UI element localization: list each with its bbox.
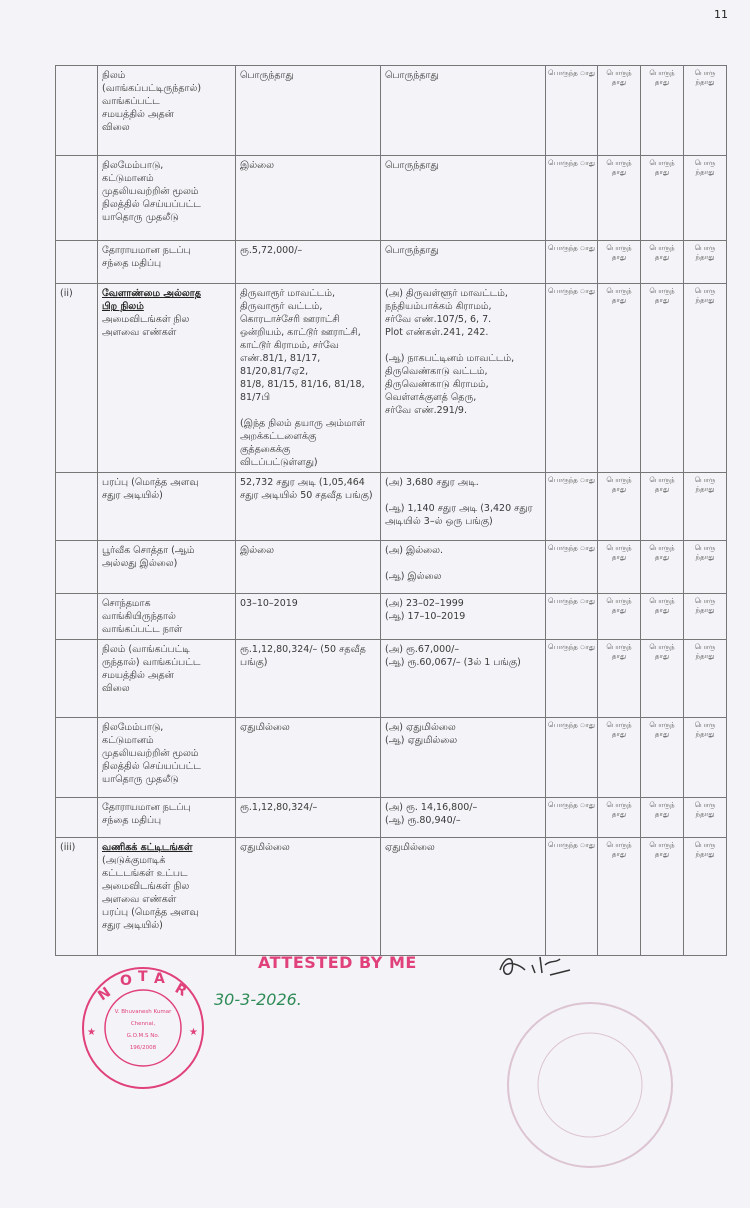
not-applicable-cell: பொருந் தாது (641, 241, 684, 284)
faded-notary-stamp (500, 995, 680, 1179)
svg-text:A: A (154, 971, 165, 987)
declarant-value: ரூ.1,12,80,324/– (236, 798, 381, 838)
row-number: (iii) (56, 838, 98, 956)
not-applicable-cell: பொருந் தாது (598, 241, 641, 284)
table-row (56, 541, 727, 594)
row-label-cell (98, 594, 236, 640)
spouse-value: (அ) 23–02–1999 (ஆ) 17–10–2019 (381, 594, 546, 640)
spouse-value: பொருந்தாது (381, 156, 546, 241)
declarant-value: இல்லை (236, 156, 381, 241)
not-applicable-cell: பொரு ந்தாது (684, 838, 727, 956)
spouse-value: (அ) திருவள்ளூர் மாவட்டம், நந்தியம்பாக்கம் கிராமம், சர்வே எண்.107/5, 6, 7. Plot எண்கள்.241, 242. (ஆ) நாகபட்டினம் மாவட்டம், திருவெண்காடு வட்டம், திருவெண்காடு கிராமம், வெள்ளக்குளத் தெரு, சர்வே எண்.291/9. (381, 284, 546, 473)
not-applicable-cell: பொருந் தாது (641, 594, 684, 640)
table-row (56, 718, 727, 798)
row-label: அமைவிடங்கள் நில அளவை எண்கள் (102, 314, 190, 338)
svg-text:R: R (172, 980, 190, 1000)
row-label-cell (98, 838, 236, 956)
row-label-cell (98, 241, 236, 284)
spouse-value: ஏதுமில்லை (381, 838, 546, 956)
not-applicable-cell: பொருந் தாது (598, 284, 641, 473)
table-row (56, 798, 727, 838)
table-row (56, 241, 727, 284)
not-applicable-cell: பொரு ந்தாது (684, 541, 727, 594)
table-row (56, 473, 727, 541)
not-applicable-cell: பொருந் தாது (641, 66, 684, 156)
row-label-cell (98, 798, 236, 838)
not-applicable-cell: பொரு ந்தாது (684, 594, 727, 640)
spouse-value: (அ) இல்லை. (ஆ) இல்லை (381, 541, 546, 594)
row-number (56, 541, 98, 594)
section-heading: வேளாண்மை அல்லாத பிற நிலம் (102, 288, 201, 312)
not-applicable-cell: பொரு ந்தாது (684, 66, 727, 156)
row-label: தோராயமான நடப்பு சந்தை மதிப்பு (102, 802, 191, 826)
row-label: நிலம் (வாங்கப்பட்டிருந்தால்) வாங்கப்பட்ட சமயத்தில் அதன் விலை (102, 70, 202, 133)
declarant-value: 03–10–2019 (236, 594, 381, 640)
page-number: 11 (714, 8, 728, 21)
not-applicable-cell: பொருந் தாது (641, 156, 684, 241)
not-applicable-cell: பொருந் தாது (598, 156, 641, 241)
svg-text:196/2008: 196/2008 (129, 1045, 157, 1051)
row-number (56, 718, 98, 798)
not-applicable-cell: பொருந் தாது (641, 284, 684, 473)
table-row (56, 156, 727, 241)
not-applicable-cell: பொருந்த ாது (546, 640, 598, 718)
not-applicable-cell: பொருந் தாது (641, 541, 684, 594)
not-applicable-cell: பொரு ந்தாது (684, 473, 727, 541)
declarant-value: ரூ.1,12,80,324/– (50 சதவீத பங்கு) (236, 640, 381, 718)
not-applicable-cell: பொருந் தாது (598, 473, 641, 541)
row-label: நிலமேம்பாடு, கட்டுமானம் முதலியவற்றின் மூலம் நிலத்தில் செய்யப்பட்ட யாதொரு முதலீடு (102, 722, 201, 785)
not-applicable-cell: பொருந்த ாது (546, 284, 598, 473)
spouse-value: (அ) 3,680 சதுர அடி. (ஆ) 1,140 சதுர அடி (3,420 சதுர அடியில் 3–ல் ஒரு பங்கு) (381, 473, 546, 541)
not-applicable-cell: பொருந்த ாது (546, 473, 598, 541)
svg-text:Chennai,: Chennai, (130, 1021, 156, 1027)
declarant-value: இல்லை (236, 541, 381, 594)
table-row (56, 66, 727, 156)
not-applicable-cell: பொருந் தாது (598, 594, 641, 640)
not-applicable-cell: பொருந் தாது (641, 838, 684, 956)
declarant-value: ஏதுமில்லை (236, 718, 381, 798)
declarant-value: திருவாரூர் மாவட்டம், திருவாரூர் வட்டம், கொரடாச்சேரி ஊராட்சி ஒன்றியம், காட்டூர் ஊராட்சி, காட்டூர் கிராமம், சர்வே எண்.81/1, 81/17, 81/20,81/7ஏ2, 81/8, 81/15, 81/16, 81/18, 81/7பி (இந்த நிலம் தயாரு அம்மாள் அறக்கட்டளைக்கு குத்தகைக்கு விடப்பட்டுள்ளது) (236, 284, 381, 473)
svg-text:N: N (95, 984, 114, 1005)
not-applicable-cell: பொரு ந்தாது (684, 798, 727, 838)
notary-stamp (78, 963, 208, 1097)
not-applicable-cell: பொரு ந்தாது (684, 284, 727, 473)
not-applicable-cell: பொருந் தாது (598, 838, 641, 956)
not-applicable-cell: பொருந் தாது (598, 541, 641, 594)
svg-text:V. Bhuvanesh Kumar: V. Bhuvanesh Kumar (114, 1009, 172, 1015)
not-applicable-cell: பொருந் தாது (641, 640, 684, 718)
not-applicable-cell: பொருந்த ாது (546, 541, 598, 594)
attested-by-me-text: ATTESTED BY ME (258, 953, 417, 972)
not-applicable-cell: பொருந்த ாது (546, 66, 598, 156)
declarant-value: பொருந்தாது (236, 66, 381, 156)
row-label-cell (98, 541, 236, 594)
spouse-value: (அ) ரூ. 14,16,800/– (ஆ) ரூ.80,940/– (381, 798, 546, 838)
row-number (56, 241, 98, 284)
row-number (56, 473, 98, 541)
declarant-value: ரூ.5,72,000/– (236, 241, 381, 284)
row-label-cell (98, 718, 236, 798)
not-applicable-cell: பொருந் தாது (598, 798, 641, 838)
row-label: (அடுக்குமாடிக் கட்டடங்கள் உட்பட அமைவிடங்கள் நில அளவை எண்கள் பரப்பு (மொத்த அளவு சதுர அடியில்) (102, 855, 199, 931)
row-label-cell (98, 640, 236, 718)
not-applicable-cell: பொருந் தாது (641, 473, 684, 541)
not-applicable-cell: பொருந்த ாது (546, 718, 598, 798)
spouse-value: பொருந்தாது (381, 241, 546, 284)
table-row (56, 284, 727, 473)
row-number: (ii) (56, 284, 98, 473)
row-number (56, 798, 98, 838)
svg-text:G.O.M.S No.: G.O.M.S No. (126, 1033, 160, 1039)
table-row (56, 640, 727, 718)
not-applicable-cell: பொரு ந்தாது (684, 241, 727, 284)
svg-text:O: O (120, 973, 132, 989)
not-applicable-cell: பொருந் தாது (641, 798, 684, 838)
table-row (56, 594, 727, 640)
row-label: சொந்தமாக வாங்கியிருந்தால் வாங்கப்பட்ட நாள் (102, 598, 183, 635)
svg-text:T: T (138, 969, 148, 985)
svg-text:★: ★ (87, 1027, 96, 1038)
row-label: பூர்வீக சொத்தா (ஆம் அல்லது இல்லை) (102, 545, 195, 569)
not-applicable-cell: பொருந்த ாது (546, 798, 598, 838)
not-applicable-cell: பொருந் தாது (641, 718, 684, 798)
not-applicable-cell: பொருந் தாது (598, 640, 641, 718)
spouse-value: (அ) ரூ.67,000/– (ஆ) ரூ.60,067/– (3ல் 1 பங்கு) (381, 640, 546, 718)
not-applicable-cell: பொருந் தாது (598, 718, 641, 798)
section-heading: வணிகக் கட்டிடங்கள் (102, 842, 193, 853)
row-label-cell (98, 473, 236, 541)
signature (490, 945, 590, 989)
row-number (56, 640, 98, 718)
row-label: பரப்பு (மொத்த அளவு சதுர அடியில்) (102, 477, 199, 501)
not-applicable-cell: பொருந்த ாது (546, 241, 598, 284)
handwritten-date: 30-3-2026. (214, 990, 302, 1009)
not-applicable-cell: பொருந்த ாது (546, 838, 598, 956)
not-applicable-cell: பொரு ந்தாது (684, 640, 727, 718)
row-label: நிலம் (வாங்கப்பட்டி ருந்தால்) வாங்கப்பட்ட சமயத்தில் அதன் விலை (102, 644, 201, 694)
spouse-value: (அ) ஏதுமில்லை (ஆ) ஏதுமில்லை (381, 718, 546, 798)
row-number (56, 66, 98, 156)
assets-table (55, 65, 727, 956)
row-label-cell (98, 156, 236, 241)
not-applicable-cell: பொரு ந்தாது (684, 156, 727, 241)
row-label-cell (98, 66, 236, 156)
row-number (56, 156, 98, 241)
svg-text:★: ★ (189, 1027, 198, 1038)
declarant-value: 52,732 சதுர அடி (1,05,464 சதுர அடியில் 50 சதவீத பங்கு) (236, 473, 381, 541)
row-number (56, 594, 98, 640)
not-applicable-cell: பொருந்த ாது (546, 594, 598, 640)
not-applicable-cell: பொருந்த ாது (546, 156, 598, 241)
declarant-value: ஏதுமில்லை (236, 838, 381, 956)
table-row (56, 838, 727, 956)
row-label: நிலமேம்பாடு, கட்டுமானம் முதலியவற்றின் மூலம் நிலத்தில் செய்யப்பட்ட யாதொரு முதலீடு (102, 160, 201, 223)
row-label: தோராயமான நடப்பு சந்தை மதிப்பு (102, 245, 191, 269)
not-applicable-cell: பொருந் தாது (598, 66, 641, 156)
not-applicable-cell: பொரு ந்தாது (684, 718, 727, 798)
spouse-value: பொருந்தாது (381, 66, 546, 156)
row-label-cell (98, 284, 236, 473)
